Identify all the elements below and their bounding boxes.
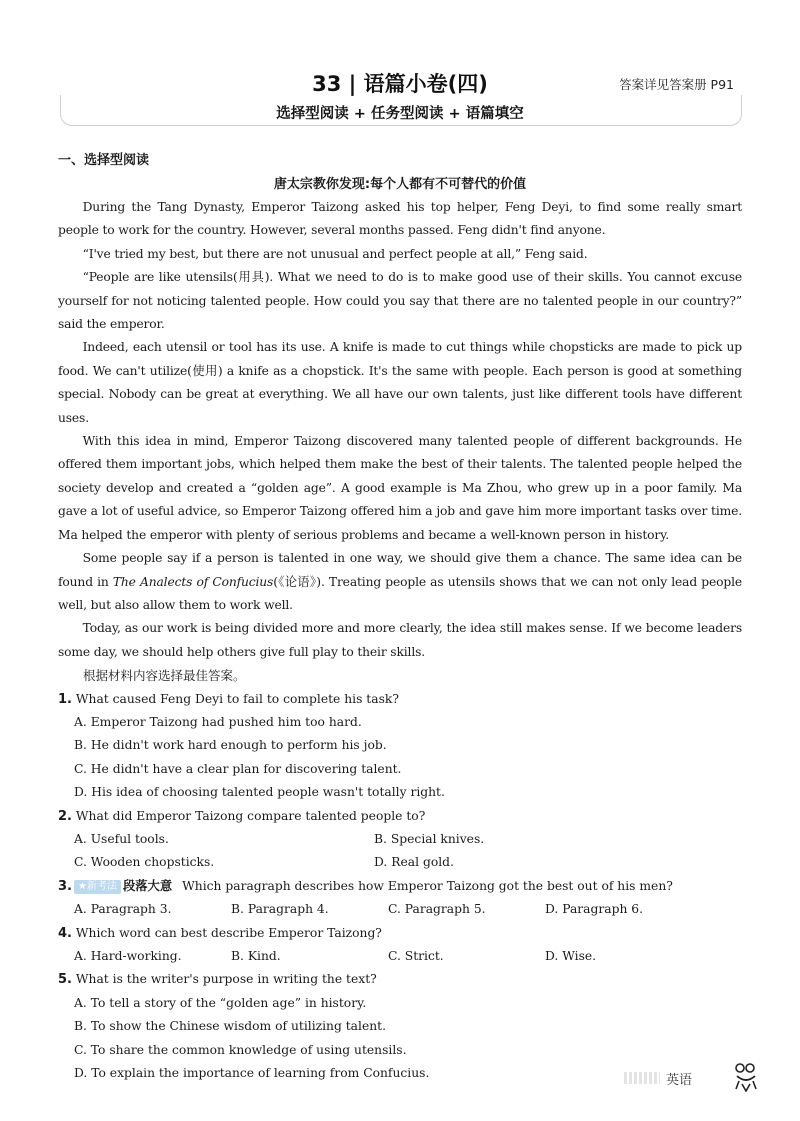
new-format-badge bbox=[74, 880, 121, 894]
question-number: 4. bbox=[58, 925, 72, 941]
option-4a[interactable]: A. Hard-working. bbox=[74, 949, 182, 963]
question-text: What did Emperor Taizong compare talented people to? bbox=[75, 808, 426, 823]
question-text: What is the writer's purpose in writing the text? bbox=[75, 972, 377, 987]
option-2d[interactable]: D. Real gold. bbox=[374, 855, 454, 870]
page-title: 33 | 语篇小卷(四) bbox=[312, 72, 488, 96]
option-3d[interactable]: D. Paragraph 6. bbox=[545, 902, 644, 917]
question-type-label: 段落大意 bbox=[122, 878, 173, 893]
p6-text-after: (《论语》). Treating people as utensils shows that we can not only lead people well, but also allow them to work well. bbox=[58, 574, 742, 612]
option-5a[interactable]: A. To tell a story of the “golden age” in history. bbox=[74, 995, 367, 1010]
section-heading: 一、选择型阅读 bbox=[58, 153, 150, 168]
option-1b[interactable]: B. He didn't work hard enough to perform his job. bbox=[74, 738, 387, 753]
passage-paragraph-6 bbox=[58, 547, 742, 617]
option-5b[interactable]: B. To show the Chinese wisdom of utilizing talent. bbox=[74, 1019, 386, 1034]
passage-paragraph-4: Indeed, each utensil or tool has its use. A knife is made to cut things while chopsticks are made to pick up food. We can't utilize(使用) a knife as a chopstick. It's the same with people. Each person is good at something special. Nobody can be great at everything. We all have our own talents, just like different tools have different uses. bbox=[58, 340, 742, 425]
passage-paragraph-2: “I've tried my best, but there are not unusual and perfect people at all,” Feng said. bbox=[82, 246, 588, 261]
options-row-2ab bbox=[58, 828, 742, 851]
option-3c[interactable]: C. Paragraph 5. bbox=[388, 902, 486, 917]
passage-paragraph-1: During the Tang Dynasty, Emperor Taizong asked his top helper, Feng Deyi, to find some really smart people to work for the country. However, several months passed. Feng didn't find anyone. bbox=[58, 200, 742, 238]
passage-paragraph-3: “People are like utensils(用具). What we need to do is to make good use of their skills. You cannot excuse yourself for not noticing talented people. How could you say that there are no talented people in our country?” said the emperor. bbox=[58, 270, 742, 332]
option-2b[interactable]: B. Special knives. bbox=[374, 831, 485, 846]
question-4 bbox=[58, 922, 742, 945]
option-4c[interactable]: C. Strict. bbox=[388, 949, 444, 963]
option-1d[interactable]: D. His idea of choosing talented people wasn't totally right. bbox=[74, 785, 445, 800]
option-1a[interactable]: A. Emperor Taizong had pushed him too hard. bbox=[74, 714, 362, 729]
footer-faint-mark bbox=[624, 1072, 660, 1084]
question-2 bbox=[58, 805, 742, 828]
badge-text: 新考法 bbox=[86, 880, 117, 892]
page-subtitle: 选择型阅读 + 任务型阅读 + 语篇填空 bbox=[276, 106, 524, 122]
footer-subject: 英语 bbox=[666, 1073, 693, 1088]
option-2c[interactable]: C. Wooden chopsticks. bbox=[74, 855, 215, 870]
option-2a[interactable]: A. Useful tools. bbox=[74, 831, 169, 846]
options-row-4 bbox=[58, 945, 742, 968]
p6-text-before: Some people say if a person is talented in one way, we should give them a chance. The same idea can be found in bbox=[58, 551, 742, 589]
option-1c[interactable]: C. He didn't have a clear plan for discovering talent. bbox=[74, 761, 402, 776]
star-icon: ★ bbox=[77, 880, 87, 892]
passage-paragraph-7: Today, as our work is being divided more and more clearly, the idea still makes sense. If we become leaders some day, we should help others give full play to their skills. bbox=[58, 621, 742, 659]
instruction: 根据材料内容选择最佳答案。 bbox=[83, 668, 246, 684]
option-4b[interactable]: B. Kind. bbox=[231, 949, 281, 963]
question-number: 2. bbox=[58, 808, 72, 824]
options-row-3 bbox=[58, 898, 742, 921]
option-3a[interactable]: A. Paragraph 3. bbox=[74, 902, 172, 917]
option-3b[interactable]: B. Paragraph 4. bbox=[231, 902, 329, 917]
question-1 bbox=[58, 688, 742, 711]
options-row-2cd bbox=[58, 851, 742, 874]
option-5c[interactable]: C. To share the common knowledge of using utensils. bbox=[74, 1042, 407, 1057]
article-title: 唐太宗教你发现:每个人都有不可替代的价值 bbox=[273, 177, 527, 192]
book-title: The Analects of Confucius bbox=[112, 574, 274, 589]
question-number: 3. bbox=[58, 878, 72, 894]
question-5 bbox=[58, 968, 742, 991]
question-number: 1. bbox=[58, 691, 72, 707]
question-text: Which word can best describe Emperor Taizong? bbox=[75, 925, 382, 940]
passage-paragraph-5: With this idea in mind, Emperor Taizong discovered many talented people of different backgrounds. He offered them important jobs, which helped them make the best of their talents. The talented people helped the society develop and created a “golden age”. A good example is Ma Zhou, who grew up in a poor family. Ma gave a lot of useful advice, so Emperor Taizong offered him a job and gave him more important tasks over time. Ma helped the emperor with plenty of serious problems and became a well-known person in history. bbox=[58, 434, 742, 542]
question-number: 5. bbox=[58, 972, 72, 988]
page-header bbox=[0, 0, 800, 140]
answer-reference: 答案详见答案册 P91 bbox=[619, 77, 734, 92]
page-content bbox=[58, 150, 742, 1085]
question-text: What caused Feng Deyi to fail to complete his task? bbox=[75, 691, 399, 706]
option-5d[interactable]: D. To explain the importance of learning from Confucius. bbox=[74, 1066, 430, 1081]
option-4d[interactable]: D. Wise. bbox=[545, 949, 597, 963]
question-text: Which paragraph describes how Emperor Taizong got the best out of his men? bbox=[182, 878, 673, 893]
mascot-logo-icon bbox=[733, 1062, 759, 1092]
question-3 bbox=[58, 875, 742, 898]
